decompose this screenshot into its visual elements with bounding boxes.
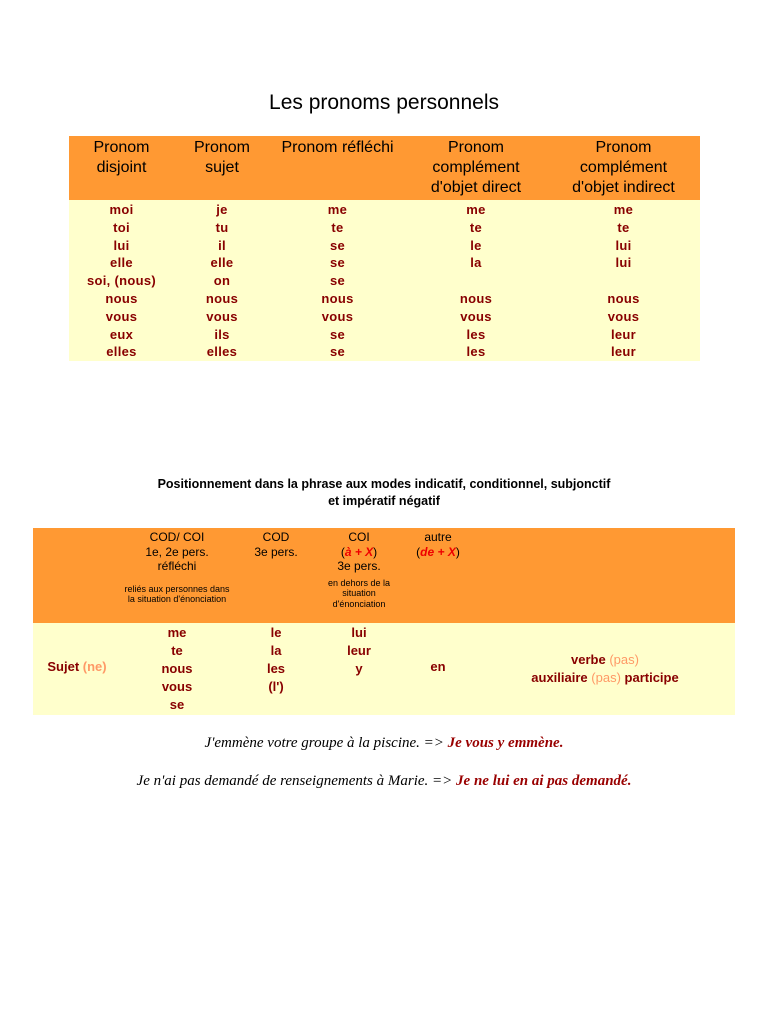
- table-cell: se: [329, 237, 346, 253]
- header-line: COD: [262, 530, 290, 544]
- table-cell: me: [466, 202, 486, 217]
- header-red-text: de + X: [420, 544, 456, 559]
- table-cell: je: [216, 202, 228, 217]
- table-cell: te: [469, 219, 483, 235]
- table-cell: le: [470, 237, 482, 253]
- example-1: [120, 733, 648, 754]
- pas-label: (pas): [609, 652, 639, 667]
- participe-label: participe: [624, 670, 679, 685]
- table-cell: y: [355, 661, 363, 676]
- column-cod: [405, 201, 547, 361]
- header-reflechi: Pronom réfléchi: [281, 139, 394, 156]
- column-cod-coi: [133, 624, 221, 714]
- pronoms-table: [69, 136, 700, 361]
- table-cell: nous: [105, 290, 138, 306]
- paren: (: [416, 544, 421, 559]
- table-cell: leur: [610, 344, 637, 360]
- header-line: [319, 545, 399, 560]
- table-cell: les: [466, 344, 486, 360]
- section-title: Positionnement dans la phrase aux modes indicatif, conditionnel, subjonctif et impératif négatif: [157, 477, 611, 508]
- example-answer: Je ne lui en ai pas demandé: [456, 773, 628, 789]
- header-note: reliés aux personnes dans la situation d'énonciation: [124, 583, 230, 604]
- table-cell: te: [331, 219, 344, 235]
- table-cell: leur: [347, 643, 371, 658]
- paren: (: [340, 544, 345, 559]
- verbe-line: [499, 651, 711, 669]
- table-cell: se: [329, 326, 346, 342]
- table-cell: vous: [105, 308, 138, 324]
- table-cell: nous: [459, 290, 493, 306]
- column-coi: [547, 201, 700, 361]
- example-2: [120, 771, 648, 792]
- table-cell: se: [169, 697, 185, 712]
- header-autre: [403, 530, 473, 559]
- table-cell: lui: [113, 237, 130, 253]
- example-sentence: J'emmène votre groupe à la piscine. =>: [204, 735, 448, 751]
- column-sujet: [174, 201, 270, 361]
- verbe-cell: [499, 651, 711, 687]
- header-sujet: Pronom sujet: [193, 139, 251, 176]
- sujet-label: Sujet: [47, 659, 80, 674]
- table-cell: moi: [109, 202, 134, 217]
- table-cell: lui: [351, 625, 367, 640]
- table-cell: se: [329, 255, 346, 271]
- table-cell: [547, 272, 700, 290]
- example-answer: Je vous y emmène: [447, 735, 560, 751]
- header-line: 3e pers.: [337, 559, 381, 573]
- table-cell: leur: [610, 326, 637, 342]
- table-cell: (l'): [268, 679, 284, 694]
- header-line: 3e pers.: [254, 544, 298, 559]
- header-note: en dehors de la situation d'énonciation: [327, 577, 391, 609]
- table-cell: eux: [109, 326, 134, 342]
- column-disjoint: [69, 201, 174, 361]
- auxiliaire-label: auxiliaire: [531, 670, 588, 685]
- table-cell: elles: [206, 344, 238, 360]
- table-cell: ils: [214, 326, 230, 342]
- table-cell: vous: [607, 308, 640, 324]
- header-line: réfléchi: [157, 559, 197, 573]
- table-cell: vous: [321, 308, 354, 324]
- header-cod-3e: [241, 530, 311, 559]
- table-cell: nous: [321, 290, 354, 306]
- example-sentence: Je n'ai pas demandé de renseignements à Marie. =>: [136, 773, 457, 789]
- table-cell: [405, 272, 547, 290]
- table-cell: se: [329, 344, 346, 360]
- table-cell: la: [270, 643, 282, 658]
- example-end: .: [627, 773, 632, 789]
- table-cell: te: [171, 643, 183, 658]
- example-end: .: [559, 735, 564, 751]
- table-cell: tu: [215, 219, 229, 235]
- paren: ): [455, 544, 460, 559]
- column-coi-3e: [319, 624, 399, 678]
- table-cell: se: [329, 273, 346, 289]
- table-cell: vous: [460, 308, 492, 324]
- paren: ): [373, 544, 378, 559]
- table-cell: me: [167, 625, 187, 640]
- table-cell: soi, (nous): [86, 273, 157, 289]
- table-cell: le: [270, 625, 282, 640]
- table-cell: nous: [607, 290, 640, 306]
- ne-label: (ne): [82, 659, 107, 674]
- header-cod: Pronom complément d'objet direct: [430, 139, 522, 196]
- table-cell: nous: [161, 661, 193, 676]
- en-cell: en: [430, 659, 446, 674]
- header-line: 1e, 2e pers.: [145, 544, 209, 559]
- header-red-text: à + X: [344, 544, 374, 559]
- page-title: Les pronoms personnels: [269, 91, 499, 114]
- header-disjoint: Pronom disjoint: [93, 139, 150, 176]
- table-cell: nous: [205, 290, 239, 306]
- table-cell: elle: [110, 255, 133, 271]
- table-cell: te: [617, 219, 630, 235]
- header-cod-coi: [123, 530, 231, 605]
- header-line: [403, 545, 473, 560]
- table-cell: elles: [106, 344, 137, 360]
- header-coi: Pronom complément d'objet indirect: [572, 139, 675, 196]
- table-cell: lui: [615, 237, 632, 253]
- table-cell: elle: [210, 255, 234, 271]
- pas-label: (pas): [591, 670, 621, 685]
- sujet-cell: [33, 659, 121, 674]
- column-cod-3e: [241, 624, 311, 696]
- table-cell: les: [266, 661, 286, 676]
- verbe-label: verbe: [571, 652, 606, 667]
- column-reflechi: [270, 201, 405, 361]
- table-cell: me: [613, 202, 634, 217]
- position-table: [33, 528, 735, 715]
- header-line: COI: [348, 530, 370, 544]
- table-cell: toi: [113, 219, 130, 235]
- table-cell: lui: [615, 255, 632, 271]
- table-cell: vous: [161, 679, 193, 694]
- header-coi-3e: [319, 530, 399, 609]
- table-cell: on: [213, 273, 231, 289]
- table-cell: me: [327, 202, 348, 217]
- header-line: COD/ COI: [149, 530, 205, 544]
- table-cell: la: [470, 255, 482, 271]
- auxiliaire-line: [499, 669, 711, 687]
- table-cell: vous: [206, 308, 238, 324]
- table-cell: les: [466, 326, 486, 342]
- table-cell: il: [218, 237, 226, 253]
- header-line: autre: [424, 530, 452, 544]
